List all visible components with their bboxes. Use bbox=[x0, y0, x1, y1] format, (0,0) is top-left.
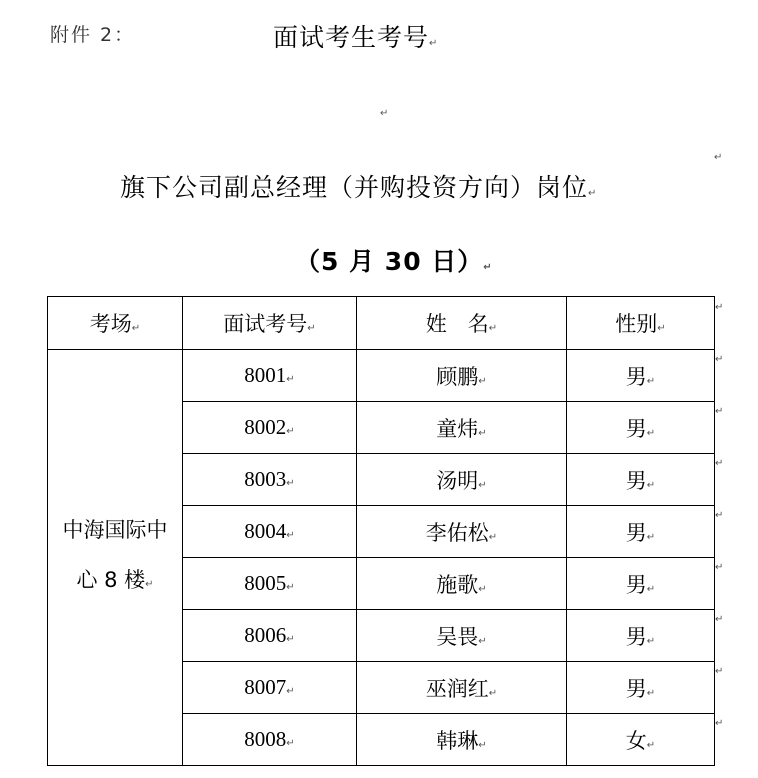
paragraph-mark: ↵ bbox=[145, 579, 154, 590]
interview-date-text: （5 月 30 日） bbox=[295, 247, 484, 276]
gender-text: 女 bbox=[625, 728, 647, 753]
gender-text: 男 bbox=[625, 416, 647, 441]
name-text: 童炜 bbox=[436, 416, 479, 441]
gender-cell bbox=[567, 610, 715, 662]
number-text: 8001 bbox=[244, 363, 287, 387]
paragraph-mark: ↵ bbox=[657, 323, 666, 334]
number-text: 8004 bbox=[244, 519, 287, 543]
venue-cell bbox=[48, 350, 183, 766]
paragraph-mark: ↵ bbox=[646, 531, 656, 543]
header-name-text: 姓 名 bbox=[425, 312, 489, 336]
attachment-label: 附件 2： bbox=[50, 24, 136, 46]
number-text: 8003 bbox=[244, 467, 287, 491]
paragraph-mark: ↵ bbox=[286, 426, 295, 437]
paragraph-mark: ↵ bbox=[714, 152, 723, 163]
position-title-text: 旗下公司副总经理（并购投资方向）岗位 bbox=[120, 173, 589, 202]
heading-text: 面试考生考号 bbox=[273, 23, 430, 52]
paragraph-mark: ↵ bbox=[488, 531, 498, 543]
paragraph-mark: ↵ bbox=[478, 635, 487, 647]
paragraph-mark: ↵ bbox=[286, 582, 295, 593]
header-number-text: 面试考号 bbox=[223, 312, 308, 336]
number-cell bbox=[183, 350, 357, 402]
paragraph-mark: ↵ bbox=[478, 479, 487, 491]
row-end-mark: ↵ bbox=[715, 302, 724, 313]
paragraph-mark: ↵ bbox=[646, 427, 656, 439]
number-cell bbox=[183, 506, 357, 558]
row-end-mark: ↵ bbox=[715, 718, 724, 729]
header-name bbox=[357, 297, 567, 350]
name-cell bbox=[357, 662, 567, 714]
name-text: 汤明 bbox=[436, 468, 479, 493]
row-end-mark: ↵ bbox=[715, 406, 724, 417]
name-cell bbox=[357, 454, 567, 506]
row-end-mark: ↵ bbox=[715, 666, 724, 677]
header-gender bbox=[567, 297, 715, 350]
name-cell bbox=[357, 506, 567, 558]
paragraph-mark: ↵ bbox=[429, 38, 439, 49]
name-cell bbox=[357, 350, 567, 402]
name-cell bbox=[357, 402, 567, 454]
name-text: 韩琳 bbox=[436, 728, 479, 753]
name-cell bbox=[357, 558, 567, 610]
interview-date bbox=[295, 242, 493, 278]
number-cell bbox=[183, 454, 357, 506]
name-cell bbox=[357, 610, 567, 662]
paragraph-mark: ↵ bbox=[588, 188, 598, 199]
name-cell bbox=[357, 714, 567, 766]
gender-text: 男 bbox=[625, 676, 647, 701]
paragraph-mark: ↵ bbox=[646, 583, 656, 595]
table-row bbox=[48, 350, 715, 402]
header-gender-text: 性别 bbox=[615, 312, 658, 336]
candidate-table bbox=[47, 296, 715, 766]
number-cell bbox=[183, 558, 357, 610]
paragraph-mark: ↵ bbox=[483, 262, 493, 273]
header-venue bbox=[48, 297, 183, 350]
paragraph-mark: ↵ bbox=[380, 108, 389, 119]
gender-cell bbox=[567, 402, 715, 454]
paragraph-mark: ↵ bbox=[646, 739, 656, 751]
gender-cell bbox=[567, 558, 715, 610]
row-end-mark: ↵ bbox=[715, 458, 724, 469]
paragraph-mark: ↵ bbox=[488, 323, 498, 334]
row-end-mark: ↵ bbox=[715, 510, 724, 521]
name-text: 顾鹏 bbox=[436, 364, 479, 389]
page-heading bbox=[273, 18, 438, 54]
paragraph-mark: ↵ bbox=[131, 323, 141, 334]
table-header-row bbox=[48, 297, 715, 350]
gender-cell bbox=[567, 350, 715, 402]
paragraph-mark: ↵ bbox=[286, 686, 295, 697]
gender-cell bbox=[567, 454, 715, 506]
paragraph-mark: ↵ bbox=[646, 687, 656, 699]
paragraph-mark: ↵ bbox=[286, 374, 295, 385]
header-number bbox=[183, 297, 357, 350]
number-text: 8002 bbox=[244, 415, 287, 439]
gender-cell bbox=[567, 662, 715, 714]
paragraph-mark: ↵ bbox=[478, 583, 487, 595]
position-title bbox=[120, 168, 597, 204]
venue-line-1: 中海国际中 bbox=[62, 518, 168, 542]
gender-text: 男 bbox=[625, 468, 647, 493]
gender-text: 男 bbox=[625, 624, 647, 649]
name-text: 吴畏 bbox=[436, 624, 479, 649]
header-venue-text: 考场 bbox=[89, 312, 132, 336]
name-text: 巫润红 bbox=[425, 676, 489, 701]
paragraph-mark: ↵ bbox=[286, 478, 295, 489]
paragraph-mark: ↵ bbox=[478, 375, 487, 387]
paragraph-mark: ↵ bbox=[488, 687, 498, 699]
venue-line-2-text: 心 8 楼 bbox=[76, 568, 146, 592]
paragraph-mark: ↵ bbox=[478, 739, 487, 751]
number-text: 8006 bbox=[244, 623, 287, 647]
gender-cell bbox=[567, 714, 715, 766]
number-text: 8005 bbox=[244, 571, 287, 595]
paragraph-mark: ↵ bbox=[646, 635, 656, 647]
paragraph-mark: ↵ bbox=[646, 479, 656, 491]
paragraph-mark: ↵ bbox=[478, 427, 487, 439]
paragraph-mark: ↵ bbox=[286, 738, 295, 749]
number-cell bbox=[183, 714, 357, 766]
paragraph-mark: ↵ bbox=[307, 323, 316, 334]
venue-line-2 bbox=[48, 555, 182, 610]
row-end-mark: ↵ bbox=[715, 614, 724, 625]
gender-text: 男 bbox=[625, 364, 647, 389]
gender-cell bbox=[567, 506, 715, 558]
number-cell bbox=[183, 402, 357, 454]
paragraph-mark: ↵ bbox=[286, 530, 295, 541]
paragraph-mark: ↵ bbox=[286, 634, 295, 645]
name-text: 李佑松 bbox=[425, 520, 489, 545]
number-cell bbox=[183, 662, 357, 714]
paragraph-mark: ↵ bbox=[646, 375, 656, 387]
row-end-mark: ↵ bbox=[715, 354, 724, 365]
number-text: 8008 bbox=[244, 727, 287, 751]
number-cell bbox=[183, 610, 357, 662]
gender-text: 男 bbox=[625, 520, 647, 545]
gender-text: 男 bbox=[625, 572, 647, 597]
name-text: 施歌 bbox=[436, 572, 479, 597]
row-end-mark: ↵ bbox=[715, 562, 724, 573]
number-text: 8007 bbox=[244, 675, 287, 699]
